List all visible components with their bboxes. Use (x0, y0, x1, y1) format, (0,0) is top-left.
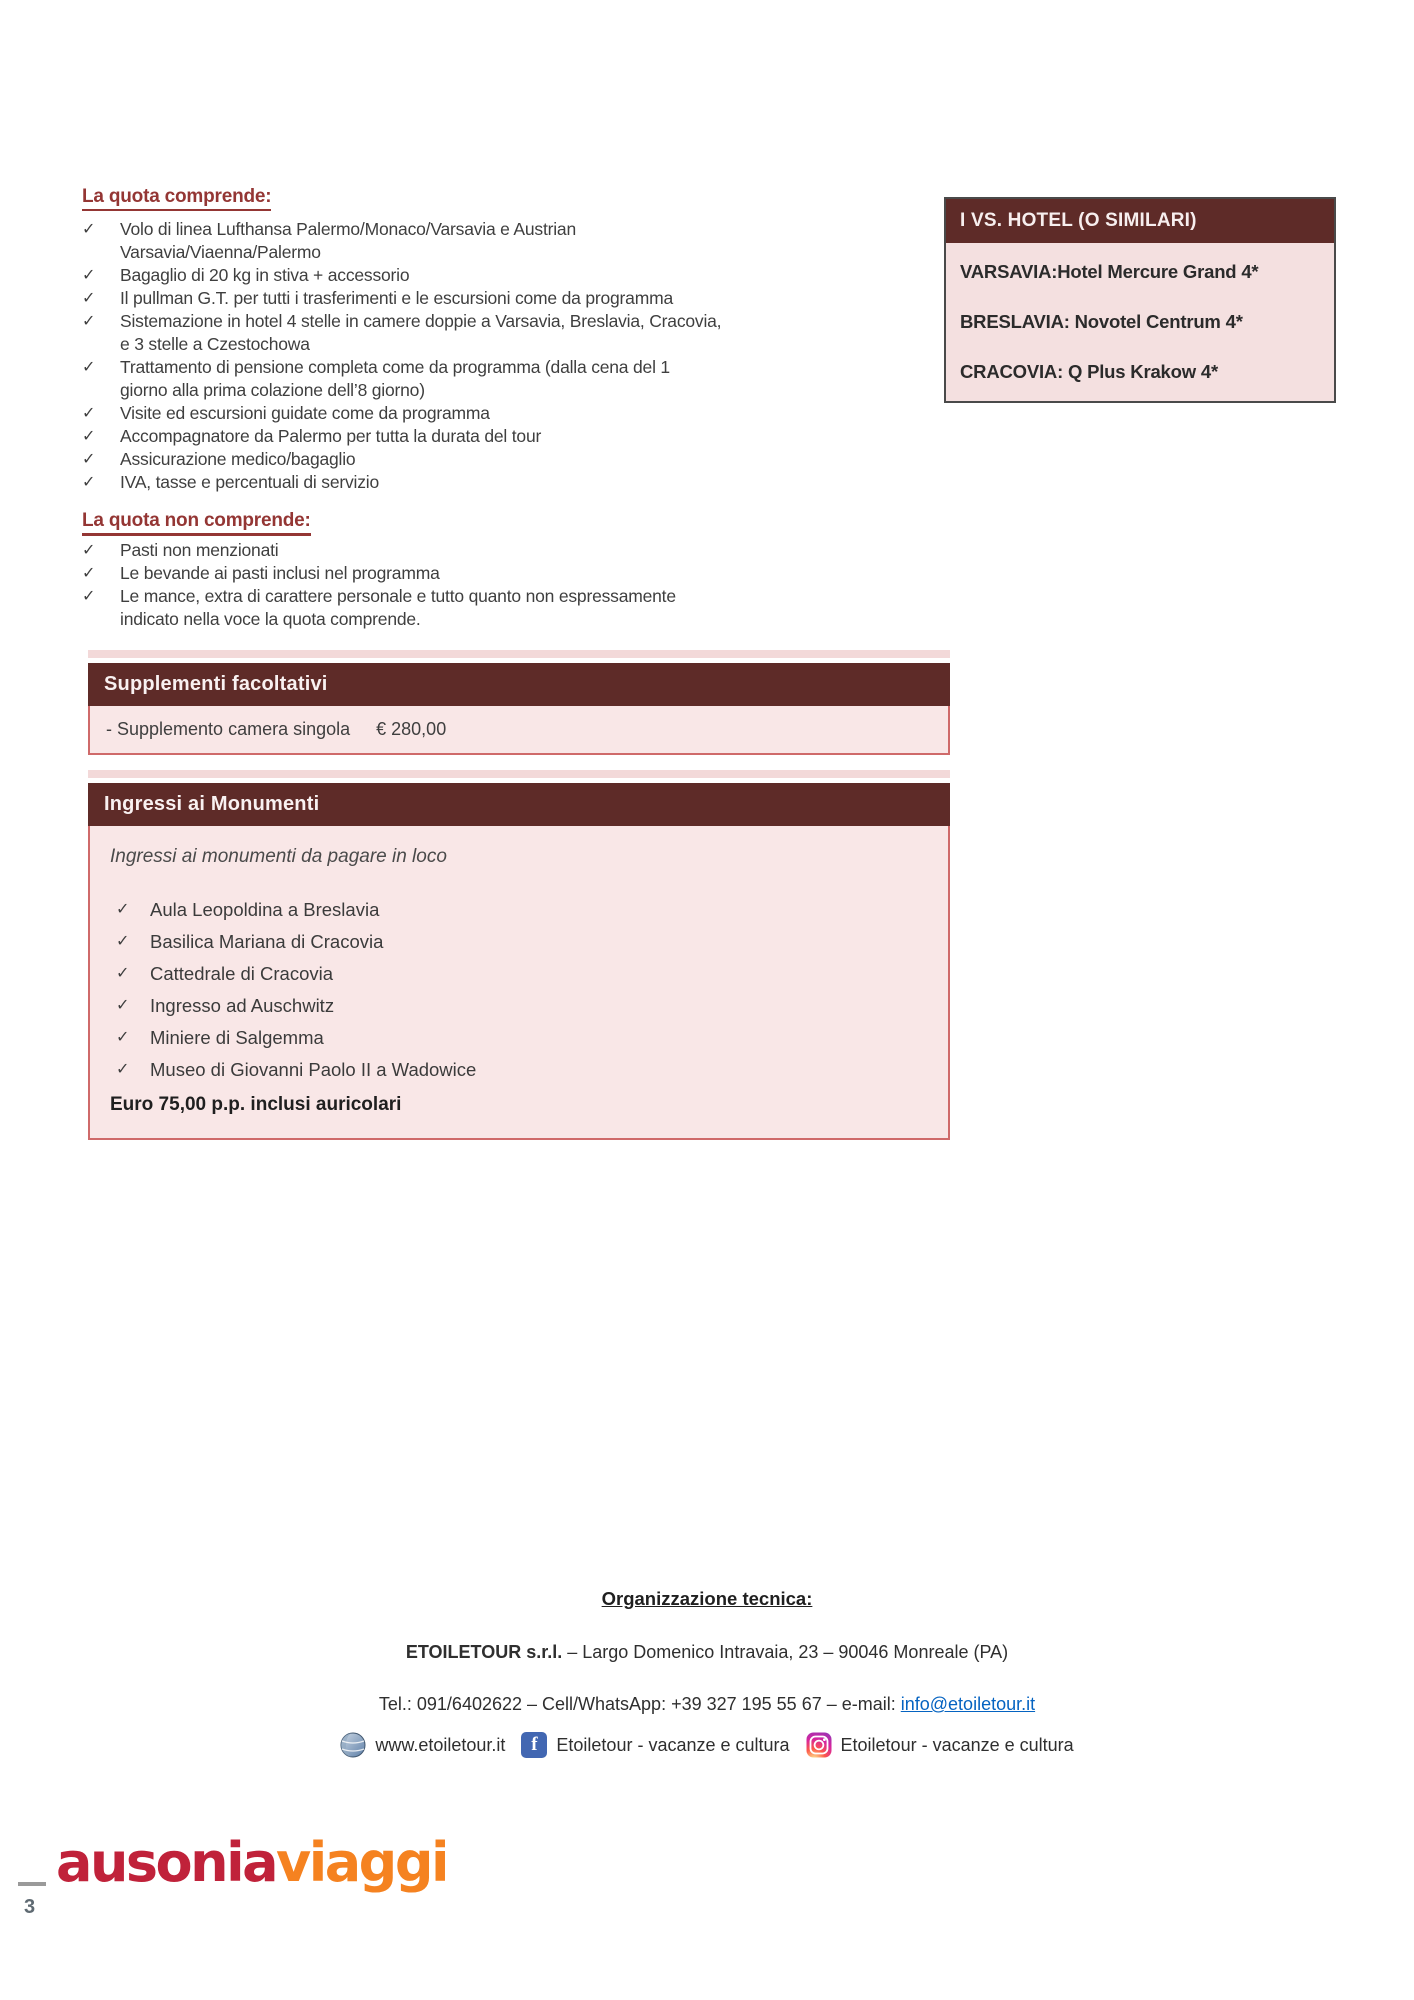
list-item (82, 218, 934, 264)
supplementi-body (88, 706, 950, 755)
list-item-text: Pasti non menzionati (120, 540, 279, 560)
check-icon: ✓ (116, 933, 130, 950)
list-item-text: Le mance, extra di carattere personale e tutto quanto non espressamente (120, 586, 676, 606)
monument-name: Aula Leopoldina a Breslavia (150, 899, 380, 920)
list-item (110, 990, 928, 1022)
hotel-row-breslavia: BRESLAVIA: Novotel Centrum 4* (960, 311, 1243, 332)
check-icon: ✓ (82, 542, 96, 559)
instagram-item (806, 1732, 1074, 1758)
facebook-label: Etoiletour - vacanze e cultura (556, 1734, 790, 1755)
list-item (82, 264, 934, 287)
list-item (110, 926, 928, 958)
list-item-text: Le bevande ai pasti inclusi nel programma (120, 563, 440, 583)
page-number-divider (18, 1882, 46, 1886)
list-item (82, 562, 934, 585)
hotel-row-varsavia: VARSAVIA:Hotel Mercure Grand 4* (960, 261, 1259, 282)
list-item (82, 287, 934, 310)
list-item-text: Accompagnatore da Palermo per tutta la durata del tour (120, 426, 542, 446)
list-item-text: giorno alla prima colazione dell’8 giorno) (120, 380, 425, 400)
ingressi-list (110, 894, 928, 1086)
instagram-icon (806, 1732, 832, 1758)
company-address: – Largo Domenico Intravaia, 23 – 90046 Monreale (PA) (562, 1642, 1009, 1662)
check-icon: ✓ (82, 359, 96, 376)
check-icon: ✓ (116, 1061, 130, 1078)
list-item (82, 448, 934, 471)
list-item (110, 1022, 928, 1054)
instagram-label: Etoiletour - vacanze e cultura (840, 1734, 1074, 1755)
company-name: ETOILETOUR s.r.l. (405, 1642, 563, 1662)
list-item (82, 585, 934, 631)
ingressi-price-note: Euro 75,00 p.p. inclusi auricolari (110, 1094, 402, 1115)
check-icon: ✓ (82, 405, 96, 422)
hotel-box-body (946, 243, 1334, 401)
organizzazione-heading-row (0, 1588, 1414, 1610)
list-item-text: Assicurazione medico/bagaglio (120, 449, 356, 469)
list-item-text: Varsavia/Viaenna/Palermo (120, 242, 321, 262)
monument-name: Miniere di Salgemma (150, 1027, 324, 1048)
list-item (82, 310, 934, 356)
list-item-text: Sistemazione in hotel 4 stelle in camere doppie a Varsavia, Breslavia, Cracovia, (120, 311, 722, 331)
email-link[interactable]: info@etoiletour.it (900, 1694, 1036, 1714)
box-top-strip (88, 770, 950, 778)
list-item-text: IVA, tasse e percentuali di servizio (120, 472, 379, 492)
list-item-text: Il pullman G.T. per tutti i trasferimenti e le escursioni come da programma (120, 288, 673, 308)
check-icon: ✓ (116, 901, 130, 918)
section-quota (82, 186, 934, 631)
check-icon: ✓ (116, 997, 130, 1014)
globe-icon (340, 1732, 366, 1758)
list-item (82, 539, 934, 562)
quota-non-comprende-list (82, 539, 934, 631)
supplemento-price: € 280,00 (376, 719, 447, 739)
list-item-text: Trattamento di pensione completa come da programma (dalla cena del 1 (120, 357, 670, 377)
ingressi-intro: Ingressi ai monumenti da pagare in loco (110, 846, 447, 867)
contacts-line (0, 1694, 1414, 1715)
list-item-text: e 3 stelle a Czestochowa (120, 334, 310, 354)
supplementi-box (88, 650, 950, 755)
monument-name: Museo di Giovanni Paolo II a Wadowice (150, 1059, 477, 1080)
website-item (340, 1732, 505, 1758)
hotel-box (944, 197, 1336, 403)
list-item (82, 356, 934, 402)
check-icon: ✓ (82, 588, 96, 605)
check-icon: ✓ (82, 267, 96, 284)
check-icon: ✓ (82, 565, 96, 582)
quota-comprende-heading: La quota comprende: (82, 186, 271, 211)
company-line (0, 1642, 1414, 1663)
hotel-box-header: I VS. HOTEL (O SIMILARI) (946, 199, 1334, 243)
box-top-strip (88, 650, 950, 658)
quota-non-comprende-heading: La quota non comprende: (82, 510, 311, 536)
check-icon: ✓ (116, 965, 130, 982)
check-icon: ✓ (82, 428, 96, 445)
list-item (110, 1054, 928, 1086)
phone-info: Tel.: 091/6402622 – Cell/WhatsApp: +39 327 195 55 67 – e-mail: (378, 1694, 901, 1714)
logo-viaggi: viaggi (276, 1831, 447, 1894)
monument-name: Basilica Mariana di Cracovia (150, 931, 384, 952)
list-item (110, 894, 928, 926)
check-icon: ✓ (116, 1029, 130, 1046)
check-icon: ✓ (82, 451, 96, 468)
supplementi-header: Supplementi facoltativi (88, 663, 950, 706)
logo-ausonia: ausonia (56, 1831, 277, 1894)
monument-name: Cattedrale di Cracovia (150, 963, 334, 984)
monument-name: Ingresso ad Auschwitz (150, 995, 335, 1016)
list-item-text: Visite ed escursioni guidate come da programma (120, 403, 490, 423)
website-label: www.etoiletour.it (375, 1734, 506, 1755)
check-icon: ✓ (82, 474, 96, 491)
social-row (0, 1732, 1414, 1758)
list-item-text: indicato nella voce la quota comprende. (120, 609, 421, 629)
ingressi-header: Ingressi ai Monumenti (88, 783, 950, 826)
list-item (110, 958, 928, 990)
list-item (82, 402, 934, 425)
page-number: 3 (24, 1896, 36, 1918)
supplemento-label: - Supplemento camera singola (106, 719, 351, 739)
check-icon: ✓ (82, 313, 96, 330)
list-item-text: Bagaglio di 20 kg in stiva + accessorio (120, 265, 410, 285)
list-item (82, 425, 934, 448)
hotel-row-cracovia: CRACOVIA: Q Plus Krakow 4* (960, 361, 1218, 382)
ingressi-box (88, 770, 950, 1140)
quota-comprende-list (82, 218, 934, 494)
check-icon: ✓ (82, 290, 96, 307)
facebook-item (521, 1732, 789, 1758)
check-icon: ✓ (82, 221, 96, 238)
ausoniaviaggi-logo (56, 1831, 447, 1894)
facebook-icon: f (521, 1732, 547, 1758)
organizzazione-heading: Organizzazione tecnica: (601, 1588, 813, 1609)
list-item (82, 471, 934, 494)
ingressi-body (88, 826, 950, 1140)
list-item-text: Volo di linea Lufthansa Palermo/Monaco/Varsavia e Austrian (120, 219, 576, 239)
